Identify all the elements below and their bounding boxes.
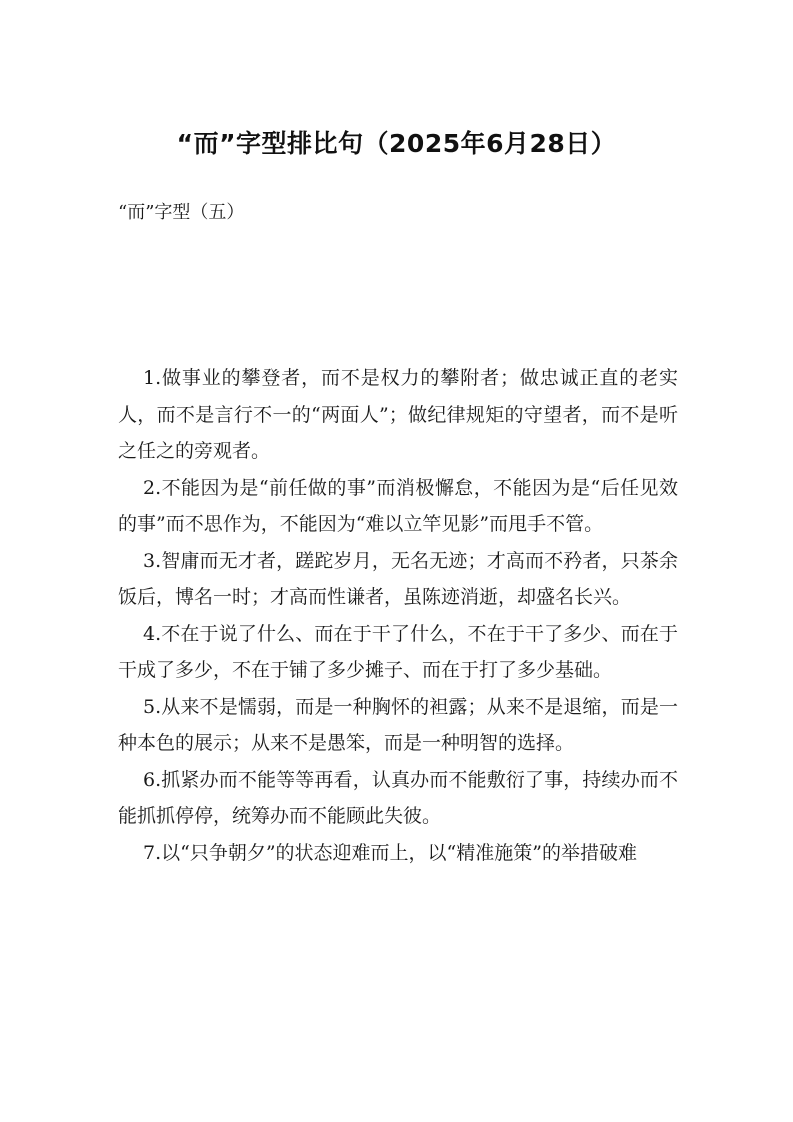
- paragraph-3: 3.智庸而无才者，蹉跎岁月，无名无迹；才高而不矜者，只茶余饭后，博名一时；才高而性谦者，虽陈迹消逝，却盛名长兴。: [118, 549, 678, 608]
- document-subtitle: “而”字型（五）: [118, 202, 245, 223]
- document-title: “而”字型排比句（2025年6月28日）: [176, 129, 617, 158]
- paragraph-4: 4.不在于说了什么、而在于干了什么，不在于干了多少、而在于干成了多少，不在于铺了多少摊子、而在于打了多少基础。: [118, 622, 678, 681]
- paragraph-7: 7.以“只争朝夕”的状态迎难而上，以“精准施策”的举措破难: [143, 841, 637, 864]
- paragraph-2: 2.不能因为是“前任做的事”而消极懈怠，不能因为是“后任见效的事”而不思作为，不能因为“难以立竿见影”而甩手不管。: [118, 476, 678, 535]
- paragraph-5: 5.从来不是懦弱，而是一种胸怀的袒露；从来不是退缩，而是一种本色的展示；从来不是愚笨，而是一种明智的选择。: [118, 695, 678, 754]
- paragraph-1: 1.做事业的攀登者，而不是权力的攀附者；做忠诚正直的老实人，而不是言行不一的“两面人”；做纪律规矩的守望者，而不是听之任之的旁观者。: [118, 367, 678, 462]
- paragraph-6: 6.抓紧办而不能等等再看，认真办而不能敷衍了事，持续办而不能抓抓停停，统筹办而不能顾此失彼。: [118, 768, 678, 827]
- document-body: [118, 360, 678, 871]
